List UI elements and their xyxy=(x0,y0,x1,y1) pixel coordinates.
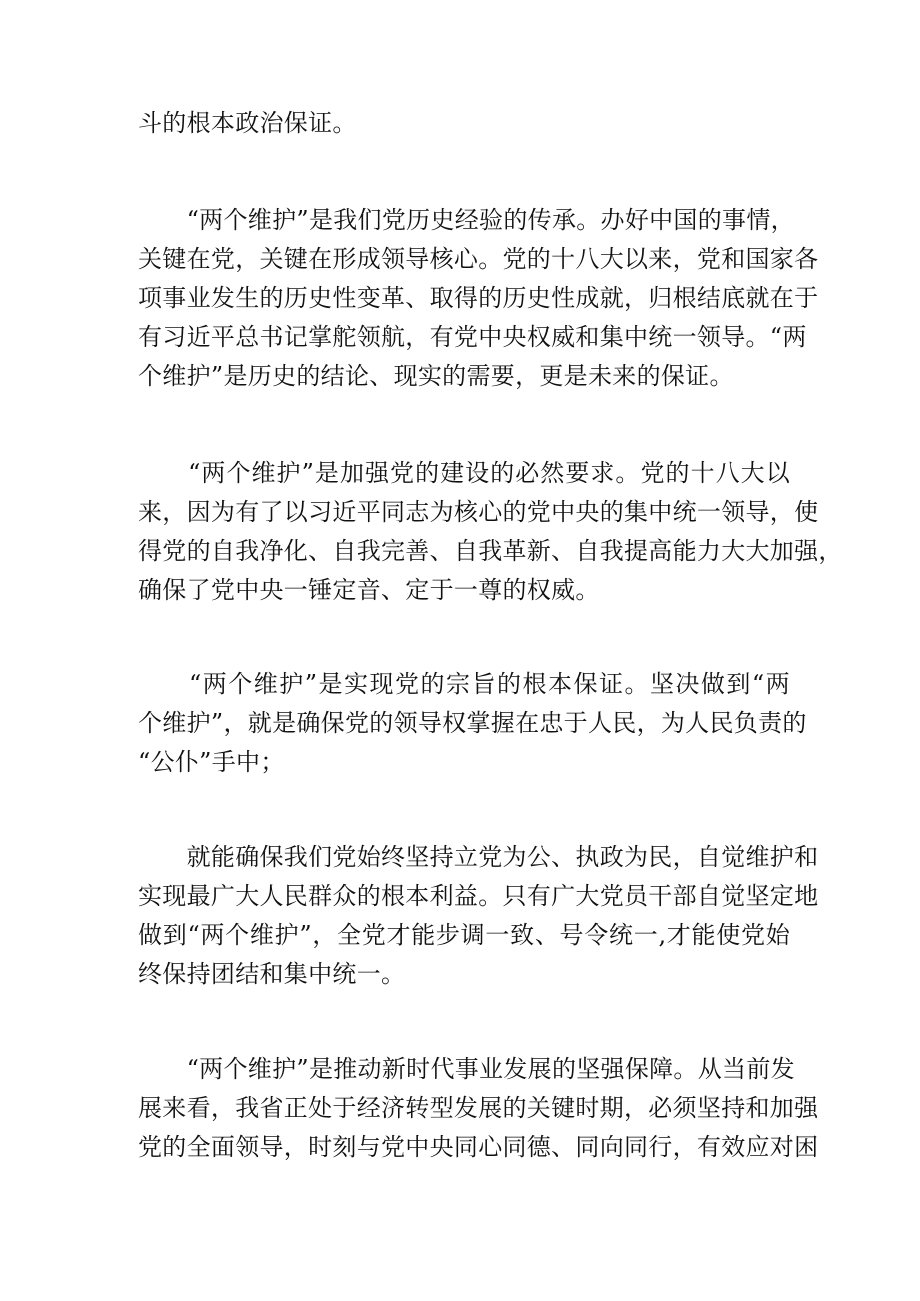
paragraph-line: “两个维护”是实现党的宗旨的根本保证。坚决做到“两 xyxy=(138,670,790,698)
paragraph-line: 展来看，我省正处于经济转型发展的关键时期，必须坚持和加强 xyxy=(138,1094,819,1122)
paragraph-2 xyxy=(138,201,819,396)
paragraph-5 xyxy=(138,838,819,994)
paragraph-line: 有习近平总书记掌舵领航，有党中央权威和集中统一领导。“两 xyxy=(138,323,807,351)
paragraph-line: 终保持团结和集中统一。 xyxy=(138,960,406,988)
paragraph-4 xyxy=(138,665,807,782)
paragraph-line: “两个维护”是我们党历史经验的传承。办好中国的事情， xyxy=(138,206,795,234)
paragraph-line: 项事业发生的历史性变革、取得的历史性成就，归根结底就在于 xyxy=(138,284,819,312)
paragraph-line: 做到“两个维护”，全党才能步调一致、号令统一,才能使党始 xyxy=(138,921,790,949)
paragraph-line: 个维护”是历史的结论、现实的需要，更是未来的保证。 xyxy=(138,362,734,390)
paragraph-line: 党的全面领导，时刻与党中央同心同德、同向同行，有效应对困 xyxy=(138,1133,819,1161)
paragraph-line: 关键在党，关键在形成领导核心。党的十八大以来，党和国家各 xyxy=(138,245,819,273)
paragraph-3 xyxy=(138,454,843,610)
paragraph-line: 确保了党中央一锤定音、定于一尊的权威。 xyxy=(138,576,600,604)
paragraph-line: “两个维护”是加强党的建设的必然要求。党的十八大以 xyxy=(138,459,790,487)
paragraph-line: 个维护”，就是确保党的领导权掌握在忠于人民，为人民负责的 xyxy=(138,709,807,737)
paragraph-line: “两个维护”是推动新时代事业发展的坚强保障。从当前发 xyxy=(138,1055,795,1083)
paragraph-line: 得党的自我净化、自我完善、自我革新、自我提高能力大大加强， xyxy=(138,537,843,565)
paragraph-1 xyxy=(138,104,790,143)
paragraph-line: 来，因为有了以习近平同志为核心的党中央的集中统一领导，使 xyxy=(138,498,819,526)
paragraph-line: 实现最广大人民群众的根本利益。只有广大党员干部自觉坚定地 xyxy=(138,882,819,910)
paragraph-line: 就能确保我们党始终坚持立党为公、执政为民，自觉维护和 xyxy=(138,843,819,871)
paragraph-line: “公仆”手中； xyxy=(138,748,285,776)
paragraph-6 xyxy=(138,1050,819,1167)
paragraph-line: 斗的根本政治保证。 xyxy=(138,109,357,137)
